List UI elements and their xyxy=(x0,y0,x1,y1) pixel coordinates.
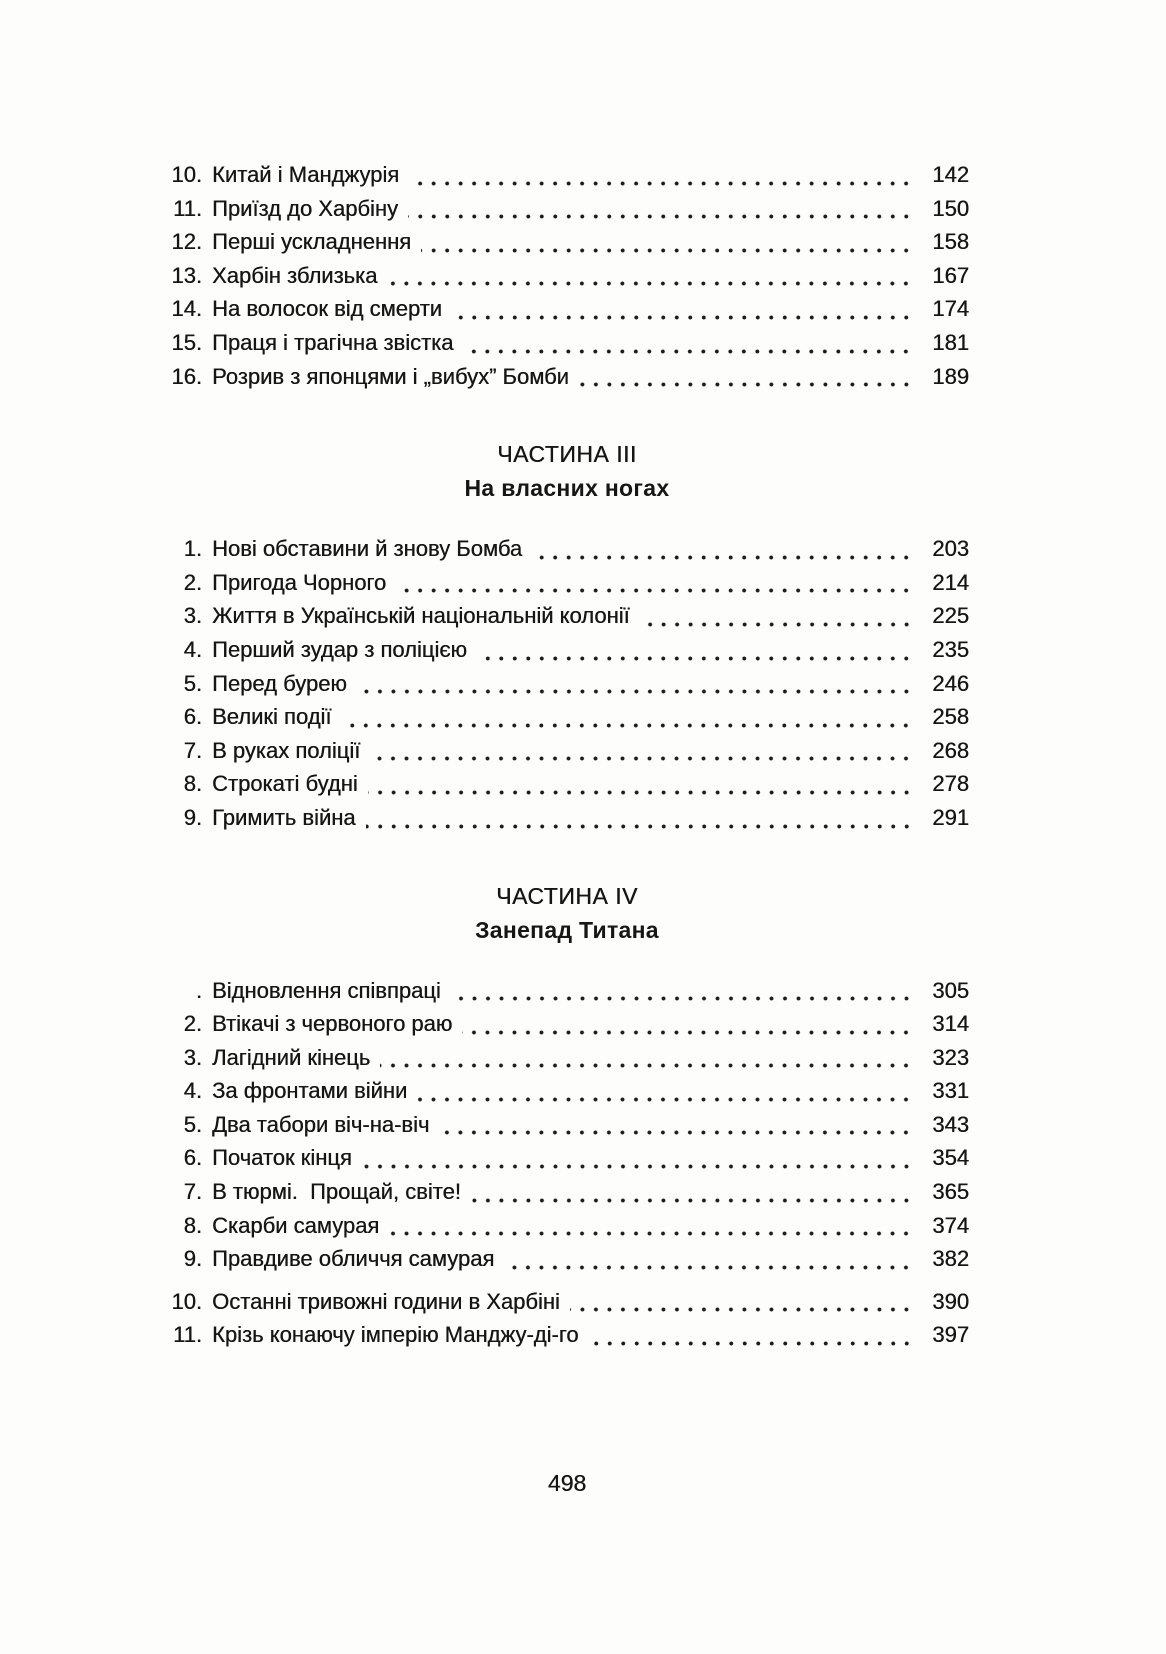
dot-leader xyxy=(579,382,913,387)
toc-entry-number: 2. xyxy=(183,1011,202,1037)
toc-entry xyxy=(165,734,969,768)
toc-entry xyxy=(165,360,969,394)
toc-entry-page: 158 xyxy=(932,229,969,255)
toc-section-items xyxy=(165,974,969,1353)
toc-entry-page: 246 xyxy=(932,670,969,696)
toc-entry xyxy=(165,1041,969,1075)
toc-entry-number: 13. xyxy=(171,262,202,288)
toc-entry-title: Нові обставини й знову Бомба xyxy=(212,536,523,562)
toc-entry-title: В руках поліції xyxy=(212,737,361,763)
toc-entry xyxy=(165,700,969,734)
toc-entry-number: 2. xyxy=(183,569,202,595)
toc-entry-title: Пригода Чорного xyxy=(212,569,387,595)
toc-entry-title: Гримить війна xyxy=(212,804,356,830)
toc-entry xyxy=(165,326,969,360)
toc-entry-page: 354 xyxy=(932,1145,969,1171)
dot-leader xyxy=(389,1231,913,1236)
toc-entry-title: За фронтами війни xyxy=(212,1078,408,1104)
toc-entry-number: 11. xyxy=(173,1322,202,1348)
toc-entry-number: 5. xyxy=(183,1111,202,1137)
toc-entry-page: 142 xyxy=(932,162,969,187)
toc-entry-title: Скарби самурая xyxy=(212,1212,380,1238)
toc-entry-title: Крізь конаючу імперію Манджу-ді-го xyxy=(212,1322,579,1348)
part-subheading: На власних ногах xyxy=(464,475,670,502)
toc-entry-number: 8. xyxy=(183,771,202,797)
toc-entry-page: 374 xyxy=(932,1212,969,1238)
toc-entry-number: 7. xyxy=(183,1179,202,1205)
toc-entry xyxy=(165,974,969,1008)
toc-entry-number: 14. xyxy=(171,296,202,322)
toc-entry-title: Два табори віч-на-віч xyxy=(212,1111,430,1137)
part-subheading: Занепад Титана xyxy=(475,916,659,943)
toc-entry-page: 323 xyxy=(932,1044,969,1070)
toc-entry-page: 167 xyxy=(932,262,969,288)
toc-entry-number: 12. xyxy=(171,229,202,255)
toc-entry xyxy=(165,259,969,293)
toc-entry-number: . xyxy=(195,977,202,1003)
toc-entry-title: Приїзд до Харбіну xyxy=(212,195,398,221)
dot-leader xyxy=(341,723,913,728)
toc-entry-page: 189 xyxy=(932,363,969,389)
toc-section xyxy=(165,158,969,393)
toc-entry-page: 214 xyxy=(932,569,969,595)
toc-entry-title: Відновлення співпраці xyxy=(212,977,441,1003)
toc-section-items xyxy=(165,532,969,834)
toc-entry xyxy=(165,667,969,701)
toc-entry xyxy=(165,1285,969,1319)
toc-entry-title: На волосок від смерти xyxy=(212,296,442,322)
toc-entry-number: 5. xyxy=(183,670,202,696)
toc-entry-page: 258 xyxy=(932,704,969,730)
dot-leader xyxy=(387,281,913,286)
sections xyxy=(165,158,969,1352)
dot-leader xyxy=(462,1030,913,1035)
toc-entry-number: 8. xyxy=(183,1212,202,1238)
dot-leader xyxy=(408,214,913,219)
dot-leader xyxy=(409,181,913,186)
dot-leader xyxy=(452,315,913,320)
toc-entry-page: 382 xyxy=(932,1246,969,1272)
dot-leader xyxy=(477,656,913,661)
toc-entry xyxy=(165,1074,969,1108)
dot-leader xyxy=(504,1265,913,1270)
toc-entry-title: Строкаті будні xyxy=(212,771,358,797)
toc-entry-number: 9. xyxy=(183,804,202,830)
toc-entry-title: Лагідний кінець xyxy=(212,1044,371,1070)
toc-entry xyxy=(165,599,969,633)
toc-entry-title: Харбін зблизька xyxy=(212,262,378,288)
toc-entry xyxy=(165,1209,969,1243)
dot-leader xyxy=(380,1063,913,1068)
toc-section xyxy=(165,437,969,834)
part-heading: ЧАСТИНА III xyxy=(497,441,637,468)
toc-entry-page: 365 xyxy=(932,1179,969,1205)
page-number: 498 xyxy=(547,1470,587,1496)
dot-leader xyxy=(368,790,913,795)
toc-entry-title: Перші ускладнення xyxy=(212,229,412,255)
toc-entry-number: 3. xyxy=(183,1044,202,1070)
toc-entry xyxy=(165,1108,969,1142)
dot-leader xyxy=(370,756,913,761)
toc-section-items xyxy=(165,158,969,393)
toc-entry-title: Китай і Манджурія xyxy=(212,162,400,187)
toc-entry xyxy=(165,532,969,566)
toc-entry-number: 9. xyxy=(183,1246,202,1272)
toc-entry xyxy=(165,292,969,326)
toc-entry xyxy=(165,158,969,192)
dot-leader xyxy=(640,622,913,627)
toc-entry-page: 331 xyxy=(932,1078,969,1104)
dot-leader xyxy=(589,1341,914,1346)
toc-entry-number: 10. xyxy=(171,1288,202,1314)
toc-entry-page: 314 xyxy=(932,1011,969,1037)
toc-entry-title: Розрив з японцями і „вибух” Бомби xyxy=(212,363,569,389)
dot-leader xyxy=(417,1097,913,1102)
toc-entry-title: В тюрмі. Прощай, світе! xyxy=(212,1179,461,1205)
toc-entry-title: Життя в Українській національній колонії xyxy=(212,603,630,629)
toc-entry-page: 181 xyxy=(932,329,969,355)
toc-entry xyxy=(165,1141,969,1175)
toc-section xyxy=(165,879,969,1353)
dot-leader xyxy=(532,555,913,560)
toc-entry-page: 278 xyxy=(932,771,969,797)
toc-entry-number: 11. xyxy=(173,195,202,221)
toc-entry-number: 15. xyxy=(171,329,202,355)
dot-leader xyxy=(362,1164,913,1169)
toc-entry xyxy=(165,1318,969,1352)
toc-entry xyxy=(165,633,969,667)
toc-entry-number: 16. xyxy=(171,363,202,389)
toc-entry-page: 343 xyxy=(932,1111,969,1137)
toc-entry-title: Початок кінця xyxy=(212,1145,352,1171)
toc-entry-title: Великі події xyxy=(212,704,332,730)
toc-entry-number: 3. xyxy=(183,603,202,629)
toc-entry-number: 7. xyxy=(183,737,202,763)
dot-leader xyxy=(471,1198,913,1203)
toc-entry-title: Втікачі з червоного раю xyxy=(212,1011,453,1037)
dot-leader xyxy=(357,689,913,694)
toc-entry xyxy=(165,801,969,835)
toc-entry-page: 291 xyxy=(932,804,969,830)
toc-entry-page: 305 xyxy=(932,977,969,1003)
table-of-contents xyxy=(165,158,969,1352)
toc-entry-title: Перед бурею xyxy=(212,670,347,696)
toc-entry-number: 4. xyxy=(183,1078,202,1104)
toc-entry-page: 174 xyxy=(932,296,969,322)
part-heading: ЧАСТИНА IV xyxy=(496,882,638,909)
dot-leader xyxy=(451,996,913,1001)
toc-entry-page: 235 xyxy=(932,636,969,662)
dot-leader xyxy=(366,824,913,829)
toc-entry-page: 397 xyxy=(932,1322,969,1348)
dot-leader xyxy=(463,349,913,354)
toc-entry-title: Перший зудар з поліцією xyxy=(212,636,467,662)
toc-entry xyxy=(165,225,969,259)
dot-leader xyxy=(439,1130,913,1135)
toc-entry-number: 1. xyxy=(183,536,202,562)
toc-entry xyxy=(165,1242,969,1276)
dot-leader xyxy=(396,588,913,593)
toc-entry xyxy=(165,1175,969,1209)
dot-leader xyxy=(570,1307,913,1312)
toc-entry-number: 6. xyxy=(183,1145,202,1171)
toc-entry-title: Останні тривожні години в Харбіні xyxy=(212,1288,560,1314)
toc-entry-number: 4. xyxy=(183,636,202,662)
toc-entry-page: 268 xyxy=(932,737,969,763)
toc-entry-title: Правдиве обличчя самурая xyxy=(212,1246,495,1272)
toc-entry xyxy=(165,1007,969,1041)
toc-entry-title: Праця і трагічна звістка xyxy=(212,329,454,355)
toc-entry xyxy=(165,192,969,226)
toc-entry-page: 390 xyxy=(932,1288,969,1314)
toc-entry-number: 6. xyxy=(183,704,202,730)
toc-entry-number: 10. xyxy=(171,162,202,187)
toc-entry-page: 225 xyxy=(932,603,969,629)
toc-entry-page: 203 xyxy=(932,536,969,562)
toc-entry-page: 150 xyxy=(932,195,969,221)
toc-entry xyxy=(165,566,969,600)
toc-entry xyxy=(165,767,969,801)
dot-leader xyxy=(421,248,913,253)
